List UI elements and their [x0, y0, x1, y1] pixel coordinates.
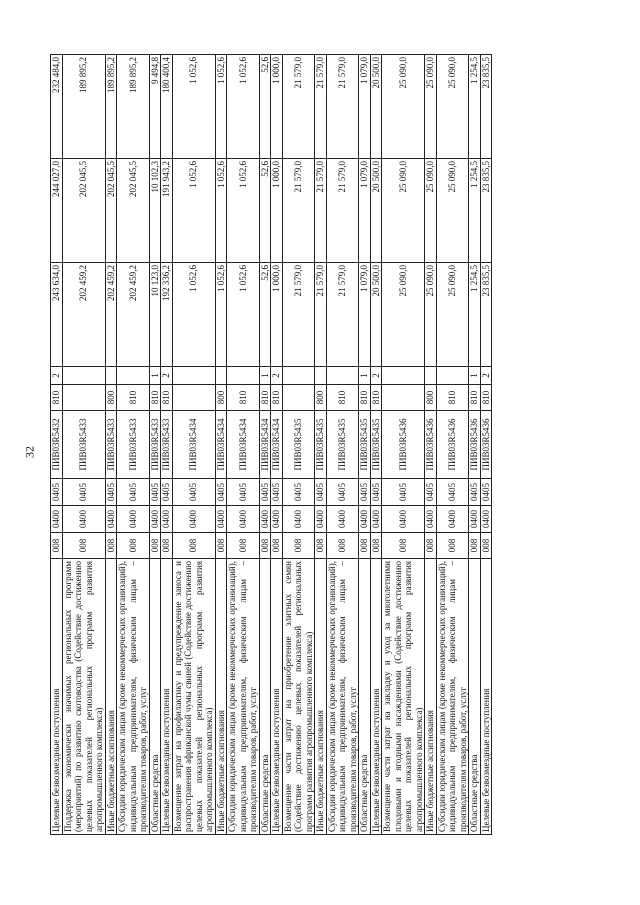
amount-year-2-cell: 21 579,0 — [315, 159, 327, 263]
funding-source-cell — [425, 367, 437, 385]
row-name-cell: Областные средства — [149, 559, 161, 835]
amount-year-1-cell: 1 079,0 — [359, 263, 371, 367]
subsection-code-cell: 0405 — [425, 479, 437, 506]
section-code-cell: 0400 — [105, 506, 117, 533]
target-article-cell: ПИВ03R5433 — [117, 411, 150, 479]
amount-year-2-cell: 244 027,0 — [51, 159, 63, 263]
amount-year-2-cell: 1 052,6 — [215, 159, 227, 263]
amount-year-3-cell: 189 895,2 — [62, 55, 105, 159]
amount-year-3-cell: 25 090,0 — [382, 55, 425, 159]
expense-type-cell: 810 — [149, 385, 161, 411]
ministry-code-cell: 008 — [282, 533, 315, 559]
ministry-code-cell: 008 — [172, 533, 215, 559]
amount-year-1-cell: 25 090,0 — [425, 263, 437, 367]
expense-type-cell: 800 — [315, 385, 327, 411]
amount-year-3-cell: 1 254,5 — [469, 55, 481, 159]
table-row — [370, 55, 382, 835]
section-code-cell: 0400 — [370, 506, 382, 533]
section-code-cell: 0400 — [149, 506, 161, 533]
target-article-cell: ПИВ03R5436 — [469, 411, 481, 479]
ministry-code-cell: 008 — [469, 533, 481, 559]
subsection-code-cell: 0405 — [161, 479, 173, 506]
amount-year-1-cell: 21 579,0 — [282, 263, 315, 367]
amount-year-2-cell: 202 045,5 — [117, 159, 150, 263]
amount-year-1-cell: 25 090,0 — [436, 263, 469, 367]
row-name-cell: Целевые безвозмездные поступления — [480, 559, 492, 835]
table-row — [282, 55, 315, 835]
target-article-cell: ПИВ03R5435 — [282, 411, 315, 479]
section-code-cell: 0400 — [315, 506, 327, 533]
row-name-cell: Целевые безвозмездные поступления — [51, 559, 63, 835]
ministry-code-cell: 008 — [271, 533, 283, 559]
amount-year-3-cell: 189 895,2 — [117, 55, 150, 159]
table-row — [436, 55, 469, 835]
section-code-cell: 0400 — [282, 506, 315, 533]
target-article-cell: ПИВ03R5434 — [227, 411, 260, 479]
funding-source-cell — [117, 367, 150, 385]
amount-year-1-cell: 1 254,5 — [469, 263, 481, 367]
section-code-cell: 0400 — [469, 506, 481, 533]
funding-source-cell: 2 — [370, 367, 382, 385]
row-name-cell: Субсидии юридическим лицам (кроме некоммерческих организаций), индивидуальным предпринимателям, физическим лицам – производителям товаров, работ, услуг — [117, 559, 150, 835]
ministry-code-cell: 008 — [149, 533, 161, 559]
amount-year-2-cell: 25 090,0 — [382, 159, 425, 263]
amount-year-3-cell: 180 400,4 — [161, 55, 173, 159]
funding-source-cell: 2 — [51, 367, 63, 385]
funding-source-cell: 1 — [469, 367, 481, 385]
expense-type-cell — [382, 385, 425, 411]
amount-year-3-cell: 25 090,0 — [425, 55, 437, 159]
target-article-cell: ПИВ03R5434 — [172, 411, 215, 479]
amount-year-2-cell: 1 052,6 — [172, 159, 215, 263]
amount-year-1-cell: 1 052,6 — [215, 263, 227, 367]
subsection-code-cell: 0405 — [370, 479, 382, 506]
row-name-cell: Областные средства — [259, 559, 271, 835]
table-row — [105, 55, 117, 835]
table-row — [480, 55, 492, 835]
section-code-cell: 0400 — [227, 506, 260, 533]
amount-year-1-cell: 25 090,0 — [382, 263, 425, 367]
funding-source-cell: 1 — [149, 367, 161, 385]
amount-year-2-cell: 10 102,3 — [149, 159, 161, 263]
expense-type-cell — [172, 385, 215, 411]
table-row — [326, 55, 359, 835]
row-name-cell: Областные средства — [359, 559, 371, 835]
ministry-code-cell: 008 — [370, 533, 382, 559]
amount-year-2-cell: 202 045,5 — [105, 159, 117, 263]
ministry-code-cell: 008 — [436, 533, 469, 559]
amount-year-1-cell: 202 459,2 — [117, 263, 150, 367]
amount-year-3-cell: 1 000,0 — [271, 55, 283, 159]
subsection-code-cell: 0405 — [469, 479, 481, 506]
section-code-cell: 0400 — [161, 506, 173, 533]
amount-year-3-cell: 1 052,6 — [215, 55, 227, 159]
target-article-cell: ПИВ03R5435 — [359, 411, 371, 479]
amount-year-1-cell: 1 052,6 — [227, 263, 260, 367]
expense-type-cell: 810 — [117, 385, 150, 411]
expense-type-cell — [62, 385, 105, 411]
amount-year-3-cell: 21 579,0 — [315, 55, 327, 159]
amount-year-1-cell: 1 052,6 — [172, 263, 215, 367]
target-article-cell: ПИВ03R5432 — [51, 411, 63, 479]
amount-year-2-cell: 1 079,0 — [359, 159, 371, 263]
table-row — [382, 55, 425, 835]
funding-source-cell — [172, 367, 215, 385]
target-article-cell: ПИВ03R5433 — [105, 411, 117, 479]
ministry-code-cell: 008 — [480, 533, 492, 559]
row-name-cell: Иные бюджетные ассигнования — [215, 559, 227, 835]
amount-year-2-cell: 52,6 — [259, 159, 271, 263]
subsection-code-cell: 0405 — [215, 479, 227, 506]
expense-type-cell — [282, 385, 315, 411]
target-article-cell: ПИВ03R5436 — [436, 411, 469, 479]
expense-type-cell: 800 — [215, 385, 227, 411]
amount-year-2-cell: 25 090,0 — [425, 159, 437, 263]
budget-table — [50, 54, 492, 835]
funding-source-cell: 2 — [161, 367, 173, 385]
ministry-code-cell: 008 — [51, 533, 63, 559]
table-row — [117, 55, 150, 835]
funding-source-cell — [215, 367, 227, 385]
target-article-cell: ПИВ03R5435 — [315, 411, 327, 479]
amount-year-1-cell: 21 579,0 — [315, 263, 327, 367]
target-article-cell: ПИВ03R5433 — [62, 411, 105, 479]
funding-source-cell — [326, 367, 359, 385]
section-code-cell: 0400 — [326, 506, 359, 533]
ministry-code-cell: 008 — [62, 533, 105, 559]
funding-source-cell: 2 — [271, 367, 283, 385]
funding-source-cell — [382, 367, 425, 385]
amount-year-3-cell: 21 579,0 — [326, 55, 359, 159]
target-article-cell: ПИВ03R5434 — [215, 411, 227, 479]
ministry-code-cell: 008 — [227, 533, 260, 559]
page-number: 32 — [22, 446, 37, 458]
rotated-page-content — [50, 55, 610, 835]
subsection-code-cell: 0405 — [382, 479, 425, 506]
amount-year-2-cell: 21 579,0 — [282, 159, 315, 263]
target-article-cell: ПИВ03R5436 — [480, 411, 492, 479]
table-row — [161, 55, 173, 835]
subsection-code-cell: 0405 — [271, 479, 283, 506]
expense-type-cell: 810 — [259, 385, 271, 411]
table-row — [315, 55, 327, 835]
amount-year-2-cell: 202 045,5 — [62, 159, 105, 263]
section-code-cell: 0400 — [480, 506, 492, 533]
subsection-code-cell: 0405 — [105, 479, 117, 506]
table-row — [425, 55, 437, 835]
amount-year-3-cell: 1 079,0 — [359, 55, 371, 159]
target-article-cell: ПИВ03R5434 — [271, 411, 283, 479]
table-row — [271, 55, 283, 835]
section-code-cell: 0400 — [359, 506, 371, 533]
subsection-code-cell: 0405 — [149, 479, 161, 506]
amount-year-3-cell: 1 052,6 — [172, 55, 215, 159]
row-name-cell: Целевые безвозмездные поступления — [161, 559, 173, 835]
amount-year-3-cell: 189 895,2 — [105, 55, 117, 159]
expense-type-cell: 810 — [326, 385, 359, 411]
expense-type-cell: 810 — [271, 385, 283, 411]
amount-year-1-cell: 192 336,2 — [161, 263, 173, 367]
table-row — [51, 55, 63, 835]
funding-source-cell — [227, 367, 260, 385]
amount-year-1-cell: 202 459,2 — [105, 263, 117, 367]
row-name-cell: Субсидии юридическим лицам (кроме некоммерческих организаций), индивидуальным предпринимателям, физическим лицам – производителям товаров, работ, услуг — [436, 559, 469, 835]
row-name-cell: Иные бюджетные ассигнования — [315, 559, 327, 835]
expense-type-cell: 810 — [436, 385, 469, 411]
ministry-code-cell: 008 — [117, 533, 150, 559]
section-code-cell: 0400 — [259, 506, 271, 533]
amount-year-3-cell: 23 835,5 — [480, 55, 492, 159]
expense-type-cell: 810 — [51, 385, 63, 411]
row-name-cell: Областные средства — [469, 559, 481, 835]
ministry-code-cell: 008 — [359, 533, 371, 559]
amount-year-1-cell: 243 634,0 — [51, 263, 63, 367]
ministry-code-cell: 008 — [215, 533, 227, 559]
target-article-cell: ПИВ03R5436 — [382, 411, 425, 479]
amount-year-3-cell: 1 052,6 — [227, 55, 260, 159]
amount-year-2-cell: 21 579,0 — [326, 159, 359, 263]
expense-type-cell: 810 — [359, 385, 371, 411]
target-article-cell: ПИВ03R5433 — [161, 411, 173, 479]
section-code-cell: 0400 — [117, 506, 150, 533]
table-row — [215, 55, 227, 835]
subsection-code-cell: 0405 — [117, 479, 150, 506]
section-code-cell: 0400 — [62, 506, 105, 533]
ministry-code-cell: 008 — [315, 533, 327, 559]
amount-year-3-cell: 232 484,0 — [51, 55, 63, 159]
row-name-cell: Субсидии юридическим лицам (кроме некоммерческих организаций), индивидуальным предпринимателям, физическим лицам – производителям товаров, работ, услуг — [326, 559, 359, 835]
table-row — [359, 55, 371, 835]
row-name-cell: Целевые безвозмездные поступления — [271, 559, 283, 835]
subsection-code-cell: 0405 — [436, 479, 469, 506]
target-article-cell: ПИВ03R5434 — [259, 411, 271, 479]
target-article-cell: ПИВ03R5435 — [326, 411, 359, 479]
row-name-cell: Возмещение части затрат на закладку и уход за многолетними плодовыми и ягодными насаждениями (Содействие достижению целевых показателей региональных программ развития агропромышленного комплекса) — [382, 559, 425, 835]
amount-year-2-cell: 191 943,2 — [161, 159, 173, 263]
subsection-code-cell: 0405 — [315, 479, 327, 506]
table-row — [469, 55, 481, 835]
amount-year-1-cell: 23 835,5 — [480, 263, 492, 367]
subsection-code-cell: 0405 — [62, 479, 105, 506]
table-row — [62, 55, 105, 835]
subsection-code-cell: 0405 — [259, 479, 271, 506]
section-code-cell: 0400 — [425, 506, 437, 533]
ministry-code-cell: 008 — [326, 533, 359, 559]
amount-year-2-cell: 20 500,0 — [370, 159, 382, 263]
section-code-cell: 0400 — [172, 506, 215, 533]
amount-year-3-cell: 21 579,0 — [282, 55, 315, 159]
funding-source-cell: 1 — [259, 367, 271, 385]
funding-source-cell — [282, 367, 315, 385]
amount-year-1-cell: 10 123,0 — [149, 263, 161, 367]
amount-year-1-cell: 20 500,0 — [370, 263, 382, 367]
amount-year-3-cell: 20 500,0 — [370, 55, 382, 159]
amount-year-1-cell: 52,6 — [259, 263, 271, 367]
row-name-cell: Поддержка экономически значимых региональных программ (мероприятий) по развитию скотоводства (Содействие достижению целевых показателей региональных программ развития агропромышленного комплекса) — [62, 559, 105, 835]
amount-year-1-cell: 202 459,2 — [62, 263, 105, 367]
expense-type-cell: 810 — [480, 385, 492, 411]
funding-source-cell: 2 — [480, 367, 492, 385]
ministry-code-cell: 008 — [425, 533, 437, 559]
funding-source-cell — [315, 367, 327, 385]
subsection-code-cell: 0405 — [480, 479, 492, 506]
funding-source-cell — [436, 367, 469, 385]
funding-source-cell — [105, 367, 117, 385]
row-name-cell: Целевые безвозмездные поступления — [370, 559, 382, 835]
amount-year-2-cell: 23 835,5 — [480, 159, 492, 263]
amount-year-2-cell: 1 254,5 — [469, 159, 481, 263]
amount-year-2-cell: 1 000,0 — [271, 159, 283, 263]
ministry-code-cell: 008 — [105, 533, 117, 559]
ministry-code-cell: 008 — [382, 533, 425, 559]
amount-year-1-cell: 21 579,0 — [326, 263, 359, 367]
row-name-cell: Возмещение затрат на профилактику и предупреждение заноса и распространения африканской чумы свиней (Содействие достижению целевых показателей региональных программ развития агропромышленного комплекса) — [172, 559, 215, 835]
table-row — [227, 55, 260, 835]
section-code-cell: 0400 — [382, 506, 425, 533]
table-row — [149, 55, 161, 835]
amount-year-2-cell: 25 090,0 — [436, 159, 469, 263]
expense-type-cell: 800 — [105, 385, 117, 411]
amount-year-3-cell: 25 090,0 — [436, 55, 469, 159]
expense-type-cell: 810 — [227, 385, 260, 411]
funding-source-cell: 1 — [359, 367, 371, 385]
subsection-code-cell: 0405 — [227, 479, 260, 506]
section-code-cell: 0400 — [51, 506, 63, 533]
ministry-code-cell: 008 — [259, 533, 271, 559]
subsection-code-cell: 0405 — [51, 479, 63, 506]
subsection-code-cell: 0405 — [326, 479, 359, 506]
expense-type-cell: 810 — [161, 385, 173, 411]
expense-type-cell: 810 — [469, 385, 481, 411]
funding-source-cell — [62, 367, 105, 385]
target-article-cell: ПИВ03R5435 — [370, 411, 382, 479]
table-row — [259, 55, 271, 835]
row-name-cell: Субсидии юридическим лицам (кроме некоммерческих организаций), индивидуальным предпринимателям, физическим лицам – производителям товаров, работ, услуг — [227, 559, 260, 835]
section-code-cell: 0400 — [436, 506, 469, 533]
amount-year-3-cell: 9 494,8 — [149, 55, 161, 159]
ministry-code-cell: 008 — [161, 533, 173, 559]
subsection-code-cell: 0405 — [359, 479, 371, 506]
row-name-cell: Возмещение части затрат на приобретение элитных семян (Содействие достижению целевых показателей региональных программ развития агропромышленного комплекса) — [282, 559, 315, 835]
expense-type-cell: 800 — [425, 385, 437, 411]
section-code-cell: 0400 — [271, 506, 283, 533]
subsection-code-cell: 0405 — [282, 479, 315, 506]
budget-rows — [51, 55, 492, 835]
amount-year-3-cell: 52,6 — [259, 55, 271, 159]
row-name-cell: Иные бюджетные ассигнования — [105, 559, 117, 835]
section-code-cell: 0400 — [215, 506, 227, 533]
target-article-cell: ПИВ03R5436 — [425, 411, 437, 479]
expense-type-cell: 810 — [370, 385, 382, 411]
amount-year-1-cell: 1 000,0 — [271, 263, 283, 367]
subsection-code-cell: 0405 — [172, 479, 215, 506]
target-article-cell: ПИВ03R5433 — [149, 411, 161, 479]
row-name-cell: Иные бюджетные ассигнования — [425, 559, 437, 835]
amount-year-2-cell: 1 052,6 — [227, 159, 260, 263]
table-row — [172, 55, 215, 835]
